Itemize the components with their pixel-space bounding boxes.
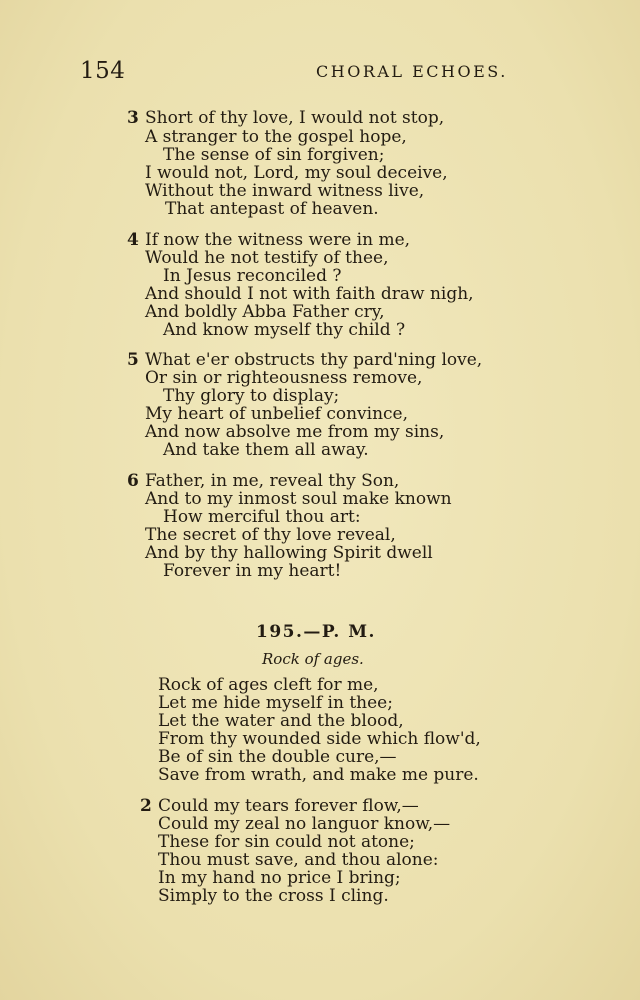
verse-line: Or sin or righteousness remove, (145, 368, 423, 388)
verse-line: My heart of unbelief convince, (145, 404, 409, 424)
verse-line: Thy glory to display; (163, 386, 340, 406)
verse-line: And boldly Abba Father cry, (145, 302, 385, 322)
verse-line: In my hand no price I bring; (158, 868, 401, 888)
verse-line: Without the inward witness live, (145, 181, 425, 201)
verse-line: From thy wounded side which flow'd, (158, 729, 481, 749)
verse-line: That antepast of heaven. (165, 199, 379, 219)
verse-line: I would not, Lord, my soul deceive, (145, 163, 448, 183)
verse-line: And should I not with faith draw nigh, (145, 284, 474, 304)
verse-line: Let me hide myself in thee; (158, 693, 393, 713)
verse-line: Short of thy love, I would not stop, (145, 108, 445, 128)
verse-line: Could my zeal no languor know,— (158, 814, 451, 834)
verse-line: How merciful thou art: (163, 507, 361, 527)
verse-line: Would he not testify of thee, (145, 248, 389, 268)
hymn-tune-title: Rock of ages. (262, 650, 364, 668)
stanza-number: 5 (127, 350, 139, 370)
verse-line: Be of sin the double cure,— (158, 747, 397, 767)
stanza-number: 3 (127, 108, 139, 128)
verse-line: In Jesus reconciled ? (163, 266, 342, 286)
running-title: CHORAL ECHOES. (316, 62, 508, 81)
verse-line: And by thy hallowing Spirit dwell (145, 543, 433, 563)
verse-line: A stranger to the gospel hope, (145, 127, 407, 147)
stanza-number: 6 (127, 471, 139, 491)
verse-line: Forever in my heart! (163, 561, 342, 581)
verse-line: Save from wrath, and make me pure. (158, 765, 479, 785)
stanza-number: 4 (127, 230, 139, 250)
verse-line: Thou must save, and thou alone: (158, 850, 439, 870)
verse-line: Let the water and the blood, (158, 711, 404, 731)
verse-line: And know myself thy child ? (163, 320, 406, 340)
page-header (80, 58, 560, 88)
verse-line: Could my tears forever flow,— (158, 796, 419, 816)
stanza-number: 2 (140, 796, 152, 816)
verse-line: And now absolve me from my sins, (145, 422, 445, 442)
verse-line: What e'er obstructs thy pard'ning love, (145, 350, 483, 370)
verse-line: These for sin could not atone; (158, 832, 415, 852)
verse-line: Simply to the cross I cling. (158, 886, 389, 906)
verse-line: The sense of sin forgiven; (163, 145, 385, 165)
verse-line: The secret of thy love reveal, (145, 525, 396, 545)
verse-line: And take them all away. (163, 440, 369, 460)
verse-line: Father, in me, reveal thy Son, (145, 471, 400, 491)
verse-line: Rock of ages cleft for me, (158, 675, 379, 695)
page-number: 154 (80, 58, 126, 84)
verse-line: And to my inmost soul make known (145, 489, 452, 509)
hymn-number-heading: 195.—P. M. (256, 622, 376, 642)
verse-line: If now the witness were in me, (145, 230, 411, 250)
